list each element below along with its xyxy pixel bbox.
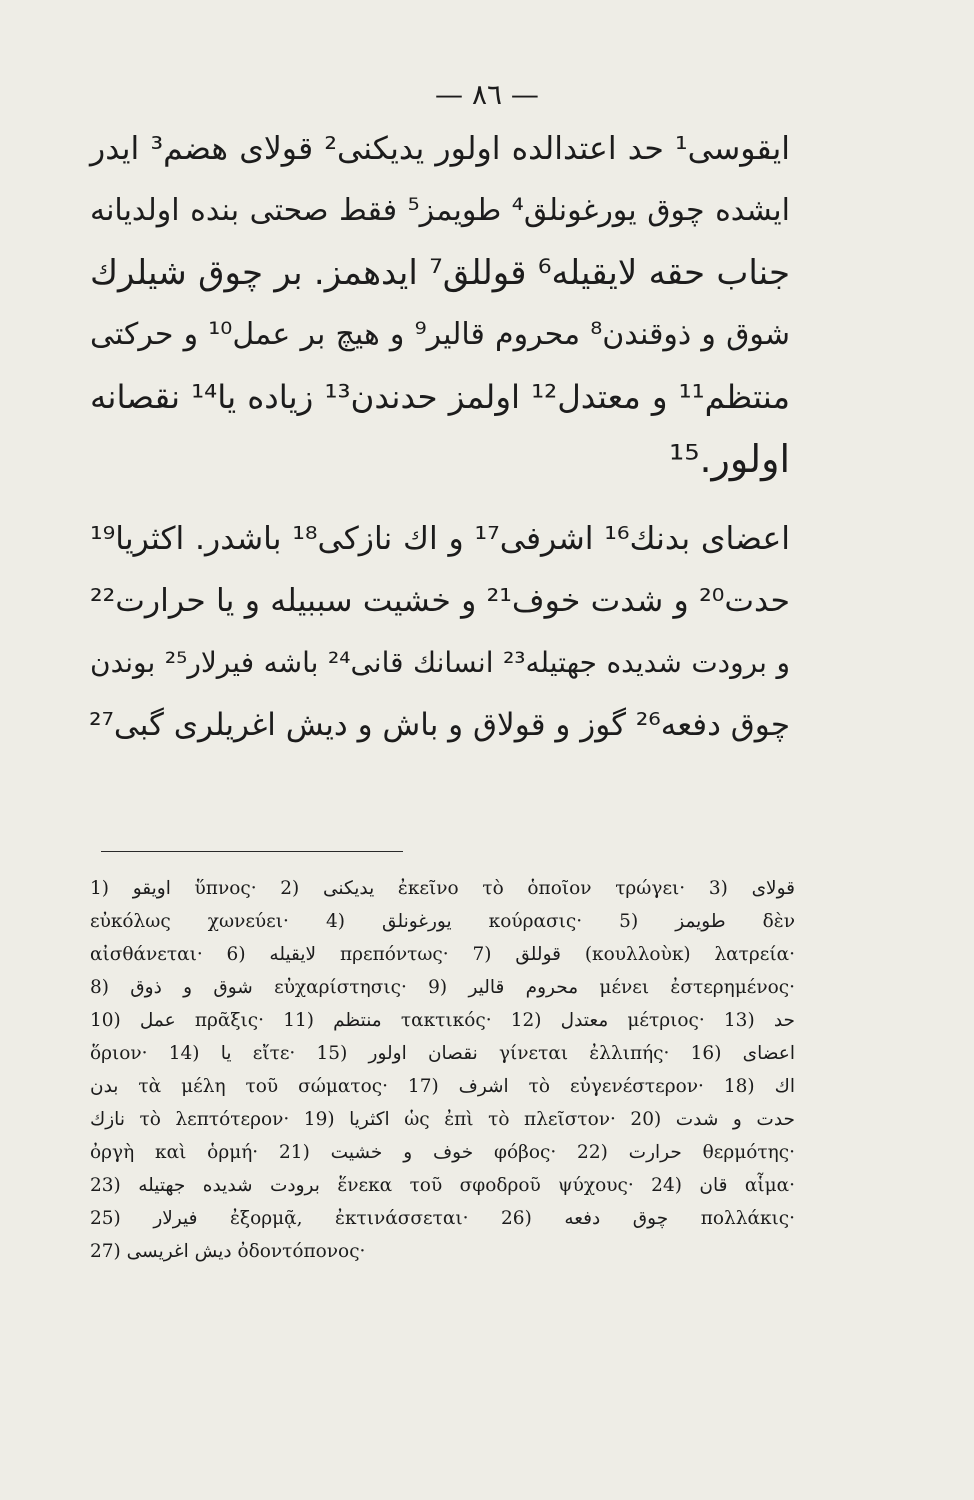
footnotes [90, 872, 795, 1268]
page-number: — ٨٦ — [435, 78, 539, 111]
footnote-line-12: 27) دیش اغریسی ὀδοντόπονος· [90, 1241, 366, 1262]
footnote-line-7: بدن τὰ μέλη τοῦ σώματος· 17) اشرف τὸ εὐγενέστερον· 18) اك [90, 1076, 795, 1097]
text-line-5: منتظم¹¹ و معتدل¹² اولمز حدندن¹³ زیاده یا¹⁴ نقصانه [90, 378, 790, 416]
text-line-2: ایشده چوق یورغونلق⁴ طویمز⁵ فقط صحتی بنده اولدیانه [90, 193, 790, 228]
footnote-line-9: ὀργὴ καὶ ὁρμή· 21) خوف و خشیت φόβος· 22) حرارت θερμότης· [90, 1142, 795, 1163]
text-line-1: ایقوسی¹ حد اعتدالده اولور یدیکنی² قولای هضم³ ایدر [90, 131, 791, 167]
text-line-9: و برودت شدیده جهتیله²³ انسانك قانی²⁴ باشه فیرلار²⁵ بوندن [90, 646, 790, 679]
main-text [90, 118, 790, 756]
footnote-line-4: 8) شوق و ذوق εὐχαρίστησις· 9) محروم قالیر μένει ἐστερημένος· [90, 977, 795, 998]
footnote-line-2: εὐκόλως χωνεύει· 4) یورغونلق κούρασις· 5) طویمز δὲν [90, 911, 795, 932]
footnote-line-3: αἰσθάνεται· 6) لایقیله πρεπόντως· 7) قوللق (κουλλοὺκ) λατρεία· [90, 944, 795, 965]
footnote-line-11: 25) فیرلار ἐξορμᾷ, ἐκτινάσσεται· 26) چوق دفعه πολλάκις· [90, 1208, 795, 1229]
text-line-4: شوق و ذوقندن⁸ محروم قالیر⁹ و هیچ بر عمل¹⁰ و حرکتی [90, 317, 790, 352]
text-line-7: اعضای بدنك¹⁶ اشرفی¹⁷ و اك نازكی¹⁸ باشدر. اكثریا¹⁹ [90, 521, 791, 557]
text-line-8: حدت²⁰ و شدت خوف²¹ و خشیت سببیله و یا حرارت²² [90, 583, 790, 619]
footnote-divider [101, 851, 403, 852]
text-line-10: چوق دفعه²⁶ گوز و قولاق و باش و دیش اغریلری گبی²⁷ [89, 707, 790, 743]
footnote-line-5: 10) عمل πρᾶξις· 11) منتظم τακτικός· 12) معتدل μέτριος· 13) حد [90, 1010, 795, 1031]
text-line-3: جناب حقه لایقیله⁶ قوللق⁷ ایدهمز. بر چوق شیلرك [90, 253, 790, 293]
footnote-line-8: نازك τὸ λεπτότερον· 19) اكثریا ὡς ἐπὶ τὸ πλεῖστον· 20) حدت و شدت [90, 1109, 795, 1130]
footnote-line-6: ὅριον· 14) یا εἴτε· 15) نقصان اولور γίνεται ἐλλιπής· 16) اعضای [90, 1043, 795, 1064]
text-line-6: اولور.¹⁵ [668, 437, 790, 481]
footnote-line-10: 23) برودت شدیده جهتیله ἕνεκα τοῦ σφοδροῦ ψύχους· 24) قان αἷμα· [90, 1175, 796, 1196]
footnote-line-1: 1) اویقو ὕπνος· 2) یدیکنی ἐκεῖνο τὸ ὁποῖον τρώγει· 3) قولای [90, 878, 795, 899]
